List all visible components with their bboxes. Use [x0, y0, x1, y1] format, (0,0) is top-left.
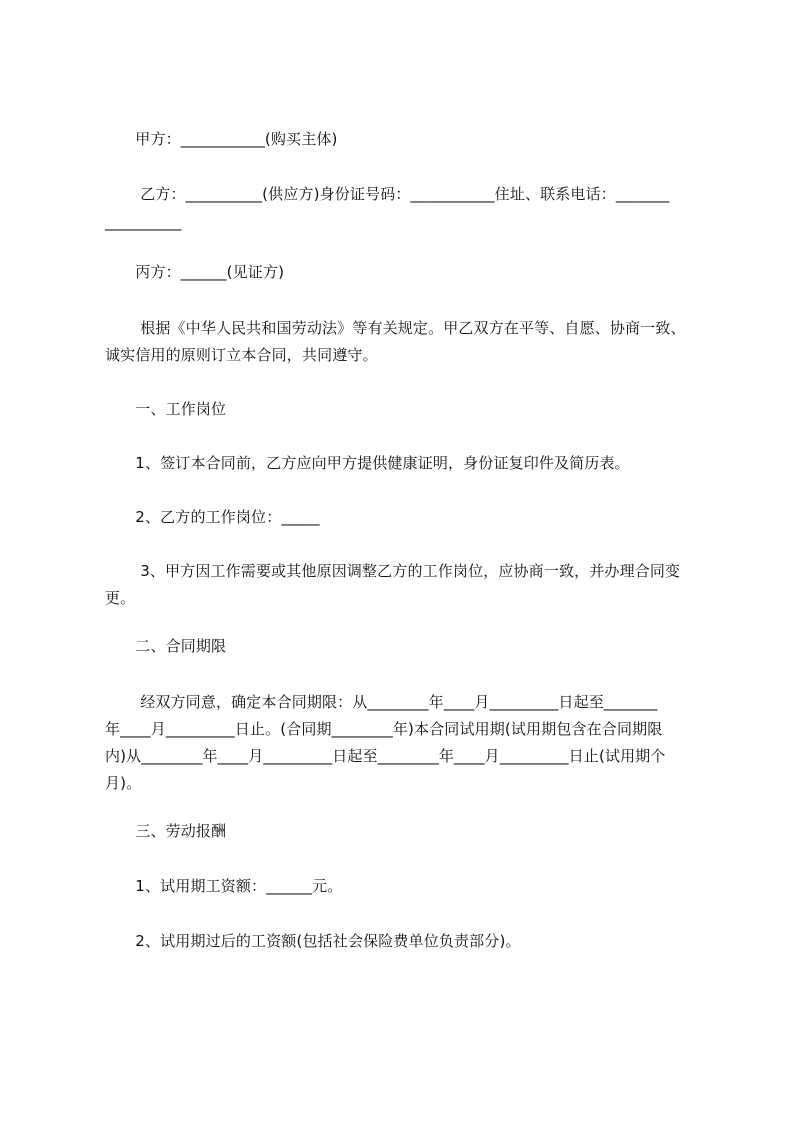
section-heading-pay: 三、劳动报酬: [105, 822, 227, 840]
section-heading-position: 一、工作岗位: [105, 400, 227, 418]
term-line-4: 月)。: [105, 774, 142, 792]
party-b-line-continued: __________: [105, 213, 182, 231]
clause-1-2: 2、乙方的工作岗位：_____: [105, 508, 320, 526]
party-b-line: 乙方：__________(供应方)身份证号码：___________住址、联系电话：_______: [105, 185, 670, 203]
clause-1-3-line-1: 3、甲方因工作需要或其他原因调整乙方的工作岗位，应协商一致，并办理合同变: [105, 562, 681, 580]
term-line-1: 经双方同意，确定本合同期限：从________年____月_________日起至_______: [105, 693, 658, 711]
clause-1-3-line-2: 更。: [105, 589, 136, 607]
party-a-line: 甲方：___________(购买主体): [105, 130, 338, 148]
party-c-line: 丙方：______(见证方): [105, 263, 285, 281]
section-heading-term: 二、合同期限: [105, 637, 227, 655]
preamble-line-1: 根据《中华人民共和国劳动法》等有关规定。甲乙双方在平等、自愿、协商一致、: [105, 319, 686, 337]
term-line-2: 年____月_________日止。(合同期________年)本合同试用期(试用期包含在合同期限: [105, 720, 663, 738]
clause-3-1: 1、试用期工资额：______元。: [105, 877, 343, 895]
clause-1-1: 1、签订本合同前，乙方应向甲方提供健康证明，身份证复印件及简历表。: [105, 454, 630, 472]
clause-3-2: 2、试用期过后的工资额(包括社会保险费单位负责部分)。: [105, 932, 521, 950]
preamble-line-2: 诚实信用的原则订立本合同，共同遵守。: [105, 346, 378, 364]
term-line-3: 内)从________年____月_________日起至________年____月_________日止(试用期个: [105, 747, 666, 765]
